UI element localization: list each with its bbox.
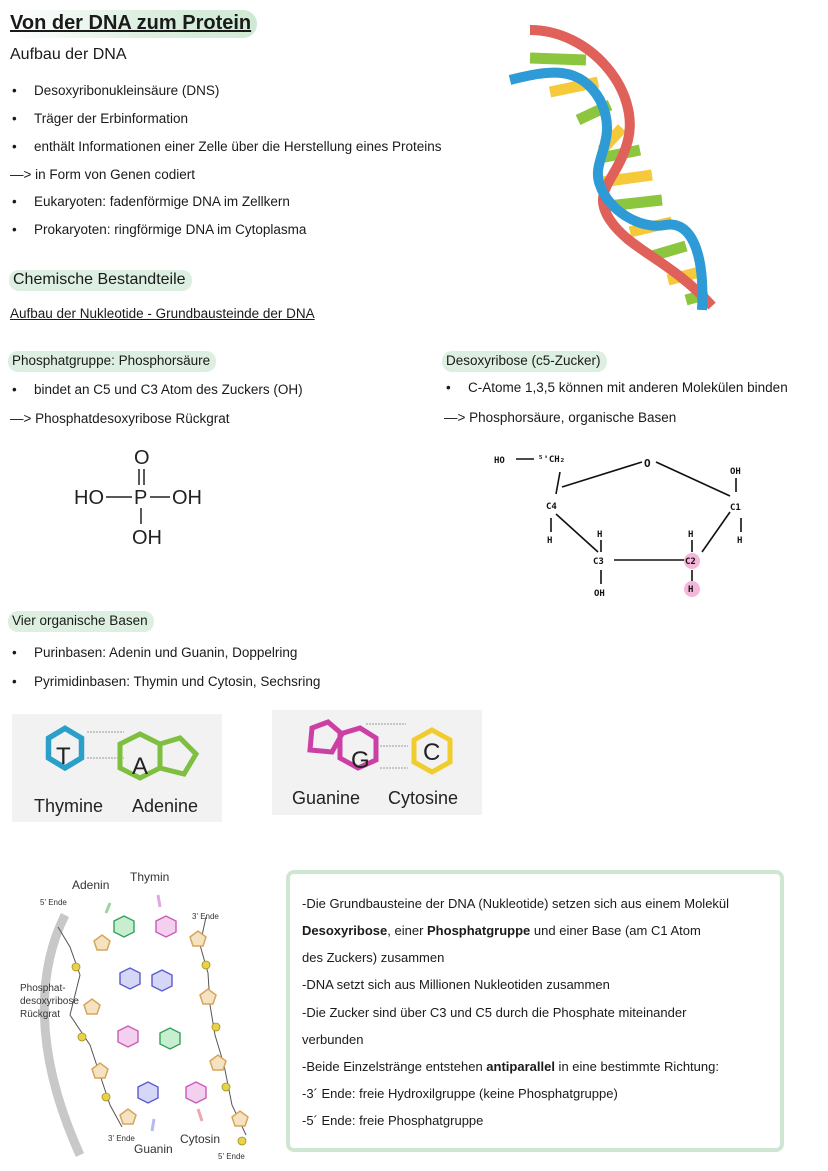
adenin-ring [114, 916, 134, 937]
struct-c4: C4 [546, 502, 557, 512]
dna-strand-diagram [10, 865, 272, 1165]
phosphate [222, 1083, 230, 1091]
desoxyribose-structure [490, 440, 770, 605]
section-chemisch-heading: Chemische Bestandteile [9, 270, 192, 291]
backbone-left [58, 927, 122, 1127]
backbone-right [200, 917, 246, 1135]
label-rueckgrat-1: Phosphat- [20, 983, 66, 994]
label-thymin: Thymin [130, 870, 170, 884]
phosphat-heading: Phosphatgruppe: Phosphorsäure [8, 351, 216, 372]
label-adenin: Adenin [72, 878, 110, 892]
phosphate [72, 963, 80, 971]
summary-box [286, 870, 784, 1152]
label-5-ende-bottom: 5' Ende [218, 1152, 245, 1161]
thymin-ring [156, 916, 176, 937]
guanin-arrow [152, 1119, 154, 1131]
backbone-arc-left [44, 915, 80, 1155]
box-line-5: -Die Zucker sind über C3 und C5 durch die Phosphate miteinander [302, 1005, 687, 1020]
label-rueckgrat-2: desoxyribose [20, 996, 79, 1007]
phosphoric-acid-formula [70, 440, 230, 555]
box-line-3: des Zuckers) zusammen [302, 950, 445, 965]
label-rueckgrat-3: Rückgrat [20, 1009, 61, 1020]
formula-ho: HO [74, 487, 104, 509]
sugar [84, 999, 100, 1014]
box-line-2: Desoxyribose, einer Phosphatgruppe und einer Base (am C1 Atom [302, 923, 701, 938]
struct-c2: C2 [685, 557, 696, 567]
box-line-8: -3´ Ende: freie Hydroxilgruppe (keine Phosphatgruppe) [302, 1086, 618, 1101]
sugar [200, 989, 216, 1004]
label-guanin: Guanin [134, 1142, 173, 1156]
guanin-ring [138, 1082, 158, 1103]
phosphate [202, 961, 210, 969]
struct-h-c4: H [547, 536, 553, 546]
guanin-ring [152, 970, 172, 991]
struct-h-c1: H [737, 536, 743, 546]
label-3-ende-bottom: 3' Ende [108, 1134, 135, 1143]
label-cytosin: Cytosin [180, 1132, 221, 1146]
guanine-label: Guanine [292, 788, 361, 808]
label-3-ende-top: 3' Ende [192, 912, 219, 921]
sugar [210, 1055, 226, 1070]
phosphate [212, 1023, 220, 1031]
sugar [232, 1111, 248, 1126]
adenine-ring-5 [160, 738, 196, 774]
struct-h-c2: H [688, 530, 694, 540]
adenin-ring [160, 1028, 180, 1049]
sugar [92, 1063, 108, 1078]
section-aufbau-heading: Aufbau der DNA [10, 46, 127, 63]
box-line-4: -DNA setzt sich aus Millionen Nukleotiden zusammen [302, 977, 610, 992]
phosphate [238, 1137, 246, 1145]
guanine-ring-5 [310, 722, 342, 752]
sugar [120, 1109, 136, 1124]
box-line-6: verbunden [302, 1032, 364, 1047]
struct-c1: C1 [730, 503, 741, 513]
sugar [190, 931, 206, 946]
phosphate [102, 1093, 110, 1101]
arrow-note: —> in Form von Genen codiert [10, 167, 195, 182]
thymin-ring [118, 1026, 138, 1047]
formula-oh-right: OH [172, 487, 202, 509]
desoxyribose-heading: Desoxyribose (c5-Zucker) [442, 351, 607, 372]
adenine-letter: A [132, 753, 149, 780]
struct-o: O [644, 457, 651, 470]
arrow-note: —> Phosphatdesoxyribose Rückgrat [10, 411, 230, 426]
cytosin-arrow [198, 1109, 202, 1121]
formula-oh-bottom: OH [132, 527, 162, 549]
base-pair-gc [272, 710, 482, 815]
struct-oh-c3: OH [594, 589, 605, 599]
guanine-letter: G [351, 747, 370, 774]
box-line-9: -5´ Ende: freie Phosphatgruppe [302, 1113, 484, 1128]
thymine-label: Thymine [34, 796, 104, 816]
box-line-7: -Beide Einzelstränge entstehen antiparallel in eine bestimmte Richtung: [302, 1059, 719, 1074]
struct-h-c2-highlight: H [688, 585, 694, 595]
arrow-note: —> Phosphorsäure, organische Basen [444, 410, 677, 425]
adenine-label: Adenine [132, 796, 199, 816]
nukleotide-subheading: Aufbau der Nukleotide - Grundbausteinde der DNA [10, 306, 315, 321]
phosphate [78, 1033, 86, 1041]
cytosin-ring [186, 1082, 206, 1103]
thymin-arrow [158, 895, 160, 907]
adenin-arrow [106, 903, 110, 913]
formula-o: O [134, 447, 150, 469]
base-pair-ta [12, 714, 222, 822]
basen-heading: Vier organische Basen [8, 611, 154, 632]
struct-oh-c1: OH [730, 467, 741, 477]
guanin-ring [120, 968, 140, 989]
box-line-1: -Die Grundbausteine der DNA (Nukleotide) setzen sich aus einem Molekül [302, 896, 730, 911]
cytosine-letter: C [423, 739, 441, 766]
sugar [94, 935, 110, 950]
thymine-letter: T [56, 743, 71, 770]
struct-ch2: ⁵'CH₂ [538, 455, 566, 465]
page-title: Von der DNA zum Protein [10, 10, 257, 38]
label-5-ende-top: 5' Ende [40, 898, 67, 907]
struct-ho: HO [494, 456, 505, 466]
dna-helix-image [490, 10, 730, 320]
formula-p: P [134, 487, 148, 509]
struct-c3: C3 [593, 557, 604, 567]
cytosine-label: Cytosine [388, 788, 459, 808]
struct-h-c3: H [597, 530, 603, 540]
